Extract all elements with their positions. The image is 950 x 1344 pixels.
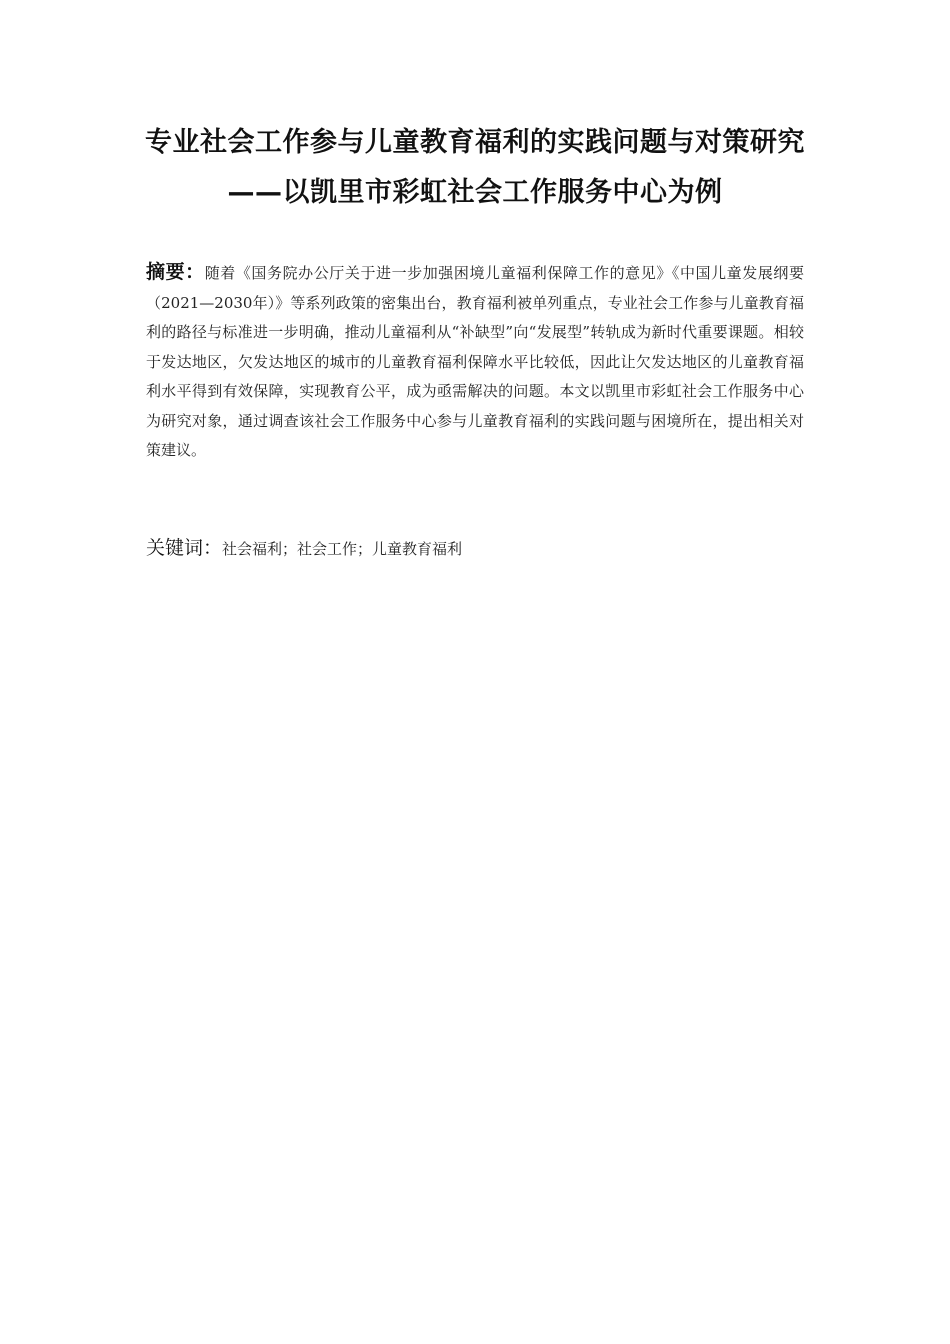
paper-title: 专业社会工作参与儿童教育福利的实践问题与对策研究——以凯里市彩虹社会工作服务中心为例	[145, 127, 805, 208]
keywords-section	[146, 533, 804, 564]
keywords-text: 社会福利；社会工作；儿童教育福利	[222, 540, 463, 558]
abstract-text: 随着《国务院办公厅关于进一步加强困境儿童福利保障工作的意见》《中国儿童发展纲要（2021—2030年）》等系列政策的密集出台，教育福利被单列重点，专业社会工作参与儿童教育福利的路径与标准进一步明确，推动儿童福利从“补缺型”向“发展型”转轨成为新时代重要课题。相较于发达地区，欠发达地区的城市的儿童教育福利保障水平比较低，因此让欠发达地区的儿童教育福利水平得到有效保障，实现教育公平，成为亟需解决的问题。本文以凯里市彩虹社会工作服务中心为研究对象，通过调查该社会工作服务中心参与儿童教育福利的实践问题与困境所在，提出相关对策建议。	[146, 264, 804, 459]
abstract-label: 摘要：	[146, 261, 205, 283]
abstract-section	[146, 258, 804, 466]
keywords-label: 关键词：	[146, 537, 223, 559]
